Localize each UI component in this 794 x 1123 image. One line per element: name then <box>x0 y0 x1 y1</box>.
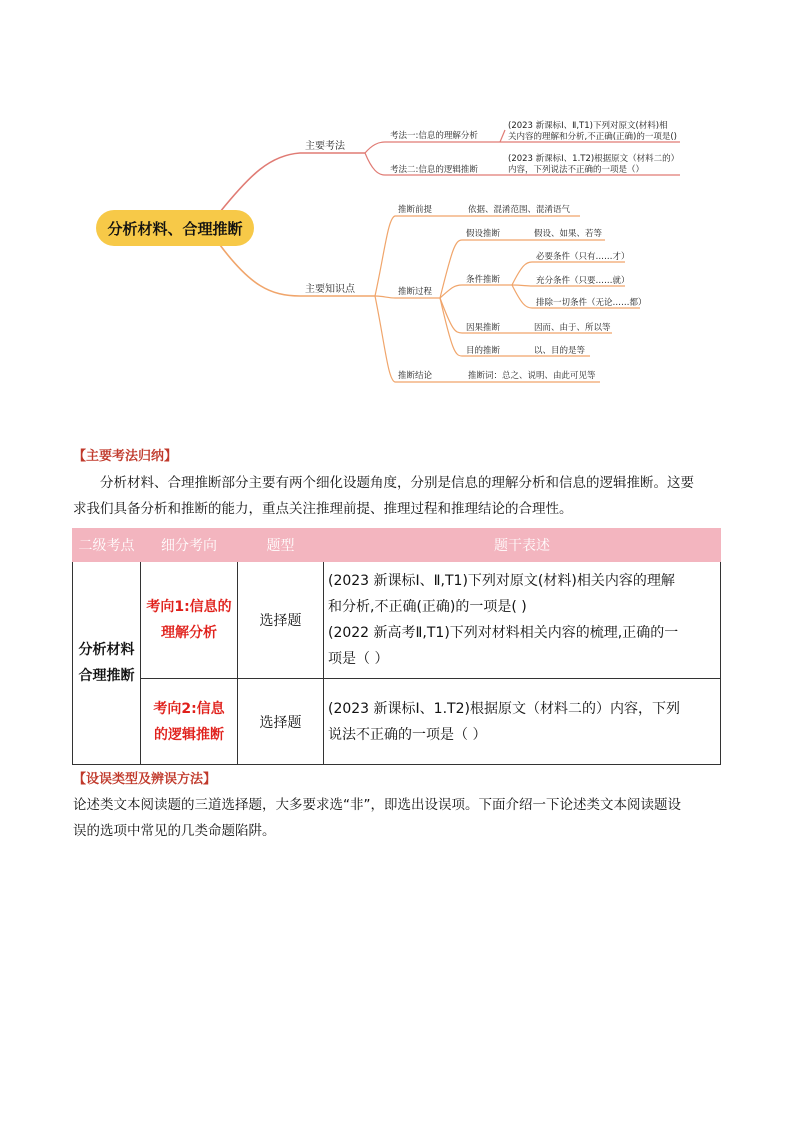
method2-label: 考法二:信息的逻辑推断 <box>390 165 478 175</box>
method1-detail-line2: 关内容的理解和分析,不正确(正确)的一项是() <box>508 132 677 142</box>
category-cell <box>73 562 141 765</box>
section-paragraph-line2: 求我们具备分析和推断的能力，重点关注推理前提、推理过程和推理结论的合理性。 <box>73 501 573 517</box>
branch2-label: 主要知识点 <box>305 284 355 295</box>
assume-detail: 假设、如果、若等 <box>534 229 603 239</box>
section-title-methods: 【主要考法归纳】 <box>73 449 178 464</box>
description-line: 项是（ ） <box>328 651 389 667</box>
table-header: 二级考点 <box>73 529 141 562</box>
condition-item-1: 必要条件（只有……才） <box>536 252 630 262</box>
description-cell <box>324 562 721 679</box>
direction-line2: 理解分析 <box>161 625 217 641</box>
process-label: 推断过程 <box>398 287 433 297</box>
traps-paragraph-line1: 论述类文本阅读题的三道选择题，大多要求选“非”，即选出设误项。下面介绍一下论述类文本阅读题设 <box>73 797 681 813</box>
purpose-detail: 以、目的是等 <box>534 346 586 356</box>
purpose-label: 目的推断 <box>466 346 501 356</box>
description-line: (2023 新课标Ⅰ、Ⅱ,T1)下列对原文(材料)相关内容的理解 <box>328 573 675 589</box>
conclusion-detail: 推断词：总之、说明、由此可见等 <box>468 371 596 381</box>
mind-map-root: 分析材料、合理推断 <box>96 210 254 246</box>
section-title-traps: 【设误类型及辨误方法】 <box>73 772 217 787</box>
method2-detail-line2: 内容，下列说法不正确的一项是（） <box>508 165 645 175</box>
condition-item-2: 充分条件（只要……就） <box>536 276 630 286</box>
section-paragraph-line1: 分析材料、合理推断部分主要有两个细化设题角度，分别是信息的理解分析和信息的逻辑推断。这要 <box>100 475 694 491</box>
description-line: 和分析,不正确(正确)的一项是( ) <box>328 599 527 615</box>
premise-detail: 依据、混淆范围、混淆语气 <box>468 205 571 215</box>
table-row <box>73 562 721 679</box>
method1-detail-line1: (2023 新课标Ⅰ、Ⅱ,T1)下列对原文(材料)相 <box>508 121 668 131</box>
traps-paragraph-line2: 误的选项中常见的几类命题陷阱。 <box>73 823 276 839</box>
cause-detail: 因而、由于、所以等 <box>534 323 611 333</box>
table-header: 细分考向 <box>141 529 238 562</box>
category-line2: 合理推断 <box>78 668 135 684</box>
condition-label: 条件推断 <box>466 275 501 285</box>
question-type-cell: 选择题 <box>238 679 324 765</box>
direction-line1: 考向2:信息 <box>153 700 225 717</box>
direction-line2: 的逻辑推断 <box>154 726 224 743</box>
condition-item-3: 排除一切条件（无论……都） <box>536 298 647 308</box>
description-cell <box>324 679 721 765</box>
description-line: (2023 新课标Ⅰ、1.T2)根据原文（材料二的）内容，下列 <box>328 700 680 717</box>
direction-line1: 考向1:信息的 <box>146 599 232 615</box>
table-header: 题型 <box>238 529 324 562</box>
mind-map <box>0 0 794 400</box>
direction-cell <box>141 679 238 765</box>
method1-label: 考法一:信息的理解分析 <box>390 131 478 141</box>
table-header-row <box>73 529 721 562</box>
branch1-label: 主要考法 <box>305 141 345 152</box>
table-header: 题干表述 <box>324 529 721 562</box>
cause-label: 因果推断 <box>466 323 501 333</box>
question-type-cell: 选择题 <box>238 562 324 679</box>
direction-cell <box>141 562 238 679</box>
description-line: 说法不正确的一项是（ ） <box>328 726 487 743</box>
exam-points-table <box>72 528 721 765</box>
conclusion-label: 推断结论 <box>398 371 433 381</box>
premise-label: 推断前提 <box>398 205 433 215</box>
table-row <box>73 679 721 765</box>
assume-label: 假设推断 <box>466 229 501 239</box>
category-line1: 分析材料 <box>78 642 135 658</box>
method2-detail-line1: (2023 新课标Ⅰ、1.T2)根据原文（材料二的） <box>508 154 680 164</box>
description-line: (2022 新高考Ⅱ,T1)下列对材料相关内容的梳理,正确的一 <box>328 625 679 641</box>
